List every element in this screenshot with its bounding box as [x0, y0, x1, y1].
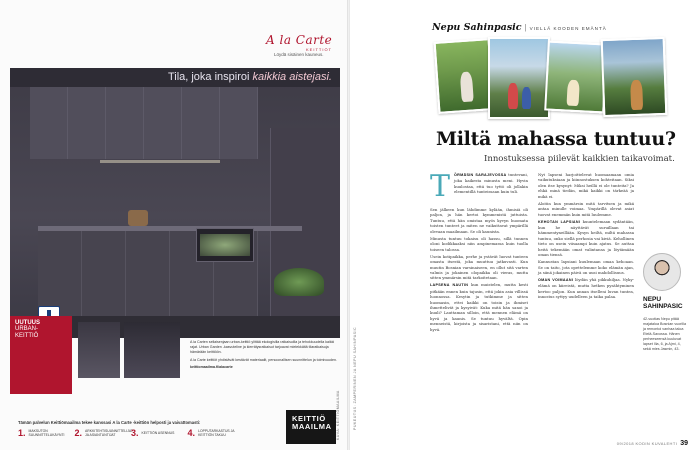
article-title: Miltä mahassa tuntuu?: [436, 128, 676, 150]
steps-intro: Tämän palvelun Keittiömaailma tekee kanssasi A la Carte -keittiön helposti ja vaivattomasti:: [18, 420, 201, 425]
lead-in: ÖRMÄSIN SARAJEVOSSA: [454, 173, 507, 177]
alacarte-logo: [266, 33, 336, 52]
promo-title-line1: URBAN-: [15, 326, 39, 332]
paragraph-text: kun muistelen, mutta kesti pitkään ennen kuin tajusin, että jokin asia villissä luonnossa. Kesytin ja tutkimme ja sitten huomasin, ettei kaikki on toisin ja ihmiset ihmettelivät ja kysyivät: Kuka mitä hän sanoi ja kuuli? Lauttaman silloin, että mennen elämä on hyvä ja kaunis. Se tuntuu hyvältä. Opin menneistä, kirjoista ja sisaristani, että niin on hyvä.: [430, 282, 528, 332]
body-paragraph: Minusta tuntuu tokaisu oli hassu, sillä tunnen oloni kodikkaaksi niin ampinemassa kuin tuolla toiseen talossa.: [430, 235, 528, 252]
nature-photo: [601, 37, 668, 117]
ad-headline: [168, 71, 332, 83]
page-footer: [617, 432, 688, 450]
promo-link[interactable]: keittiomaailma.fi/alacarte: [190, 365, 233, 370]
body-paragraph: [454, 172, 528, 195]
body-paragraph: Kannustan lapsiani kuulemaan omaa kehoaan. Se on taito, jota opettelemme koko elämän ajan, ja siinä jokainen päivä on uusi mahdollisuus.: [538, 259, 634, 275]
person-figure: [566, 80, 579, 107]
person-figure: [630, 80, 643, 110]
nature-photo: [544, 40, 608, 113]
wall-cabinet: [106, 87, 144, 159]
person-figure: [460, 71, 474, 102]
body-column-1: [454, 172, 528, 196]
base-cabinet: [126, 231, 170, 316]
body-paragraph: [538, 277, 634, 300]
column-header: [432, 17, 607, 35]
drop-cap: T: [430, 169, 451, 204]
issue-label: 09/2018 KODIN KUVALEHTI: [616, 441, 678, 446]
nature-photo: [488, 37, 550, 119]
person-figure: [522, 87, 531, 109]
step-label: LOPPUTARKASTUS JA KEITTIÖN TAKUU: [198, 428, 235, 437]
lead-in: KEHOTAN LAPSIANI: [538, 219, 581, 224]
kitchen-photo: [10, 68, 340, 338]
styling-credit: [352, 320, 360, 430]
wall-cabinet: [144, 87, 182, 159]
base-cabinet: [38, 231, 82, 316]
step-number: 1.: [18, 428, 26, 438]
page-number: 39: [680, 440, 688, 447]
step-label: ARKKITEHTISUUNNITTELIJAT JA ASIANTUNTIJAT: [85, 428, 133, 437]
wall-cabinet: [182, 87, 220, 159]
logo-subtitle: KEITTIÖT: [306, 47, 332, 52]
step-number: 2.: [74, 428, 83, 438]
right-page-column: [350, 0, 696, 450]
under-cabinet-light: [100, 160, 220, 163]
service-step: [74, 428, 133, 438]
promo-paragraph: A la Carten sellaisenjaan urban-keittiö ylittää ekologisilla ratkaisuilla ja tehokkuudella kaikki rajat. Urban Garden -kasvuteline ja kierrätysratkaisut tarjoavat mielekkäitä tilaratkaisuja hämärään keittiöön.: [190, 340, 335, 354]
promo-paragraph: A la Carte keittiöt yhdistävät kestävät materiaalit, persoonallisen suunnittelun ja toimivuuden.: [190, 357, 338, 362]
author-name-line2: SAHINPASIC: [643, 303, 683, 311]
ad-headline-plain: Tila, joka inspiroi: [167, 71, 253, 83]
urban-kitchen-thumbnail: [124, 322, 180, 378]
body-paragraph: Nyt lapseni harjoittelevat huomaamaan omia vaikutuksiaan ja kiinnostuksen kohteitaan. Siksi olen itse kysynyt: Miksi heillä ei ole tunteita? Ja ehkä minä tiedän, mikä kaikki on tärkeää ja mikä ei.: [538, 172, 634, 199]
person-figure: [508, 83, 518, 109]
service-step: [131, 428, 180, 438]
paragraph-text: tuntevani, joka kaikesta minusta meni. Hyvin kuulostaa, että tuo tyttö oli jollakin elementillä tunteissaan kuin tuli.: [454, 172, 528, 195]
promo-title-line2: KEITTIÖ: [15, 333, 39, 340]
author-name-line1: NEPU: [643, 296, 662, 303]
body-paragraph: Usein kotipaikka, perhe ja ystävät luovat tunteen omasta itsestä, joka muuttuu jatkuvasti. Kun muutin Bosnian varsinaiseen, en ollut sitä varten valmis ja jokainen olopaikka oli vieras, mutta sitten ymmärsin mitä tarkoitetaan.: [430, 253, 528, 281]
body-paragraph: Aloitin kun ymmärsin mitä tarvitsen ja mikä antaa minulle voimaa. Ympärillä olevat asiat tuovat enemmän kuin mitä luulemme.: [538, 200, 634, 217]
body-column-2: [538, 172, 634, 301]
promo-kicker: UUTUUS: [15, 320, 40, 326]
styling-credit-text: PUKEUTUS: ZAMPERINEN JA NEPU SAHINPASIC: [353, 326, 357, 430]
paragraph-text: kuuntelemaan sydäntään, kun he näyttävät suruillaan tai hämmentyneillään. Kysyn heiltä, miltä mahassa tuntuu, onko siellä perhosia vai kiviä. Kehollinen tieto on usein viisaampi kuin ajatus. Se auttaa heitä tekemään omat valintansa ja löytämään oman tiensä.: [538, 218, 634, 258]
step-label: MAKSUTON SUUNNITTELUKÄYNTI: [28, 428, 65, 437]
step-number: 3.: [131, 428, 139, 438]
logo-wordmark: A la Carte: [266, 33, 333, 47]
brand-line1: KEITTIÖ: [292, 414, 326, 423]
lead-in: OMAN VOIMAANI: [538, 277, 574, 282]
author-bio: 42-vuotias Nepu pitää majataloa Bosnian vuorilla ja remontoi vanhaa taloa Etelä-Savossa. Hänen perheeseensä kuuluvat lapset Ilia, 6, ja Ajmi, 4, sekä mies Jasmin, 43.: [643, 317, 687, 351]
header-separator: |: [524, 23, 527, 32]
plant: [274, 268, 324, 296]
author-name: [643, 296, 689, 310]
service-steps: [18, 428, 258, 438]
service-step: [188, 428, 237, 438]
brand-line2: MAAILMA: [292, 422, 332, 432]
service-step: [18, 428, 67, 438]
body-paragraph: [538, 219, 634, 258]
body-paragraph: Sen jälkeen kun lähdimme kylään, ihmisiä oli paljon, ja hän kertoi kymmenistä juttuista. Tuntuu, että hän omistaa myös kyvyn huomata toisten tunteet ja miten ne vaikuttavat ympärillä olevaan maailmaan. Se oli kaunista.: [430, 207, 528, 234]
ad-headline-emphasis: kaikkia aistejasi.: [252, 71, 332, 83]
promo-box: [10, 316, 72, 394]
lead-in: LAPSENA NAUTIN: [430, 283, 469, 288]
column-label: VIELLÄ KOODEN EMÄNTÄ: [529, 26, 607, 31]
step-label: KEITTIÖN ASENNUS: [141, 430, 175, 435]
author-portrait: [643, 253, 681, 291]
urban-kitchen-thumbnail: [78, 322, 120, 378]
step-number: 4.: [187, 428, 196, 438]
paragraph-text: löydän yhä pikkuhiljaa. Nyky-elämä on kiireistä, mutta hetken pysähtyminen kertoo paljon. Kun annan itselleni luvan tuntea, innostus syttyy uudelleen ja taika palaa.: [538, 276, 634, 300]
logo-tagline: Löydä sisäinen kauneus.: [274, 52, 324, 57]
herb-garden-glow: [200, 234, 250, 256]
cutting-board: [128, 210, 148, 226]
column-author-name: Nepu Sahinpasic: [432, 22, 522, 33]
nature-photo: [434, 38, 495, 114]
body-paragraph: [430, 282, 528, 332]
photo-credit: [335, 330, 343, 440]
body-column-1-continued: [430, 207, 528, 334]
photo-credit-text: KUVA: KEITTIÖMAAILMA: [336, 390, 340, 440]
wall-cabinet: [30, 87, 68, 159]
base-cabinet: [82, 231, 126, 316]
wall-cabinet: [220, 87, 258, 159]
wall-cabinet: [68, 87, 106, 159]
promo-body-text: [190, 340, 340, 373]
keittiomaailma-logo: [286, 410, 336, 444]
article-deck: Innostuksessa piilevät kaikkien taikavoimat.: [484, 154, 675, 164]
